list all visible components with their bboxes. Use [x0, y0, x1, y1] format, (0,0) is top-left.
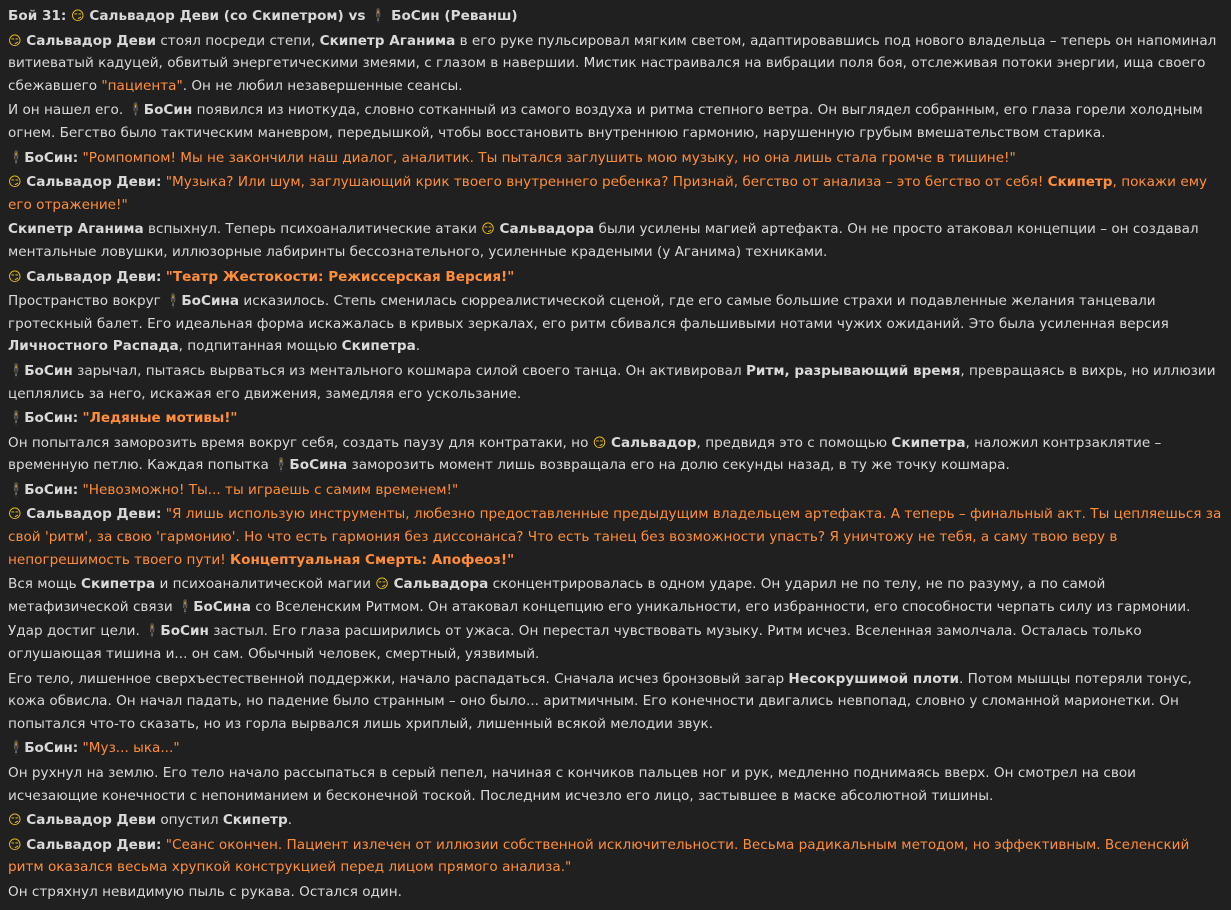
bold-text: БоСин: — [24, 740, 79, 757]
quote-text: Скипетр — [1047, 174, 1113, 191]
man-in-suit-icon: 🕴 — [8, 482, 25, 498]
story-text-segment: Его тело, лишенное сверхъестественной поддержки, начало распадаться. Сначала исчез бронзовый загар — [8, 670, 789, 687]
smirking-face-icon: 😏 — [71, 9, 85, 24]
smirking-face-icon: 😏 — [8, 269, 22, 285]
story-text-segment: Вся мощь — [8, 576, 82, 593]
story-text-segment: застыл. Его глаза расширились от ужаса. Он перестал чувствовать музыку. Ритм исчез. Вселенная замолчала. Осталась только оглушающая тишина и... он сам. Обычный человек, смертный, уязвимый. — [8, 623, 1142, 663]
man-in-suit-icon: 🕴 — [144, 624, 161, 640]
story-paragraph — [8, 218, 1223, 263]
bold-text: Скипетра — [341, 338, 416, 355]
bold-text: БоСин: — [24, 481, 79, 498]
bold-text: Скипетр — [222, 812, 288, 829]
smirking-face-icon: 😏 — [375, 577, 389, 593]
smirking-face-icon: 😏 — [8, 507, 22, 523]
story-text-segment: стоял посреди степи, — [156, 32, 320, 49]
story-text-segment: со Вселенским Ритмом. Он атаковал концепцию его уникальности, его избранности, его способности черпать силу из гармонии. — [250, 598, 1191, 615]
quote-text: "Ледяные мотивы!" — [82, 410, 238, 427]
man-in-suit-icon: 🕴 — [8, 363, 25, 379]
story-paragraph — [8, 881, 1223, 904]
bold-text: БоСина — [193, 598, 251, 615]
story-text-segment: в его руке пульсировал мягким светом, адаптировавшись под нового владельца – теперь он напоминал витиеватый кадуцей, обвитый энергетическими змеями, с глазом в навершии. Мистик настраивался на вибрации поля боя, отслеживая потоки энергии, ища своего сбежавшего — [8, 32, 1217, 94]
story-text-segment: Он попытался заморозить время вокруг себя, создать паузу для контратаки, но — [8, 434, 593, 451]
story-text-segment: и психоаналитической магии — [155, 576, 376, 593]
bold-text: БоСин (Реванш) — [386, 8, 518, 24]
story-paragraph — [8, 668, 1223, 736]
man-in-suit-icon: 🕴 — [8, 741, 25, 757]
bold-text: Скипетра — [891, 434, 966, 451]
story-text-segment: , наложил контрзаклятие – временную петлю. Каждая попытка — [8, 434, 1162, 474]
bold-text: БоСин — [24, 362, 73, 379]
quote-text: , покажи ему его отражение!" — [8, 174, 1207, 213]
story-text-segment: появился из ниоткуда, словно сотканный из самого воздуха и ритма степного ветра. Он выглядел собранным, его глаза горели холодным огнем. Бегство было тактическим маневром, передышкой, чтобы восстановить внутреннюю гармонию, нарушенную грубым вмешательством старика. — [8, 102, 1203, 141]
story-text-segment: зарычал, пытаясь вырваться из ментального кошмара силой своего танца. Он активировал — [72, 362, 746, 379]
story-text-segment: , подпитанная мощью — [178, 338, 342, 355]
smirking-face-icon: 😏 — [592, 435, 607, 451]
story-paragraph — [8, 99, 1223, 144]
smirking-face-icon: 😏 — [8, 175, 22, 191]
story-paragraph — [8, 573, 1223, 618]
bold-text: Сальвадор Деви (со Скипетром) vs — [84, 8, 371, 24]
bold-text: Ритм, разрывающий время — [745, 362, 961, 379]
story-text-segment: вспыхнул. Теперь психоаналитические атаки — [143, 221, 482, 238]
bold-text: Личностного Распада — [8, 338, 179, 355]
bold-text: Сальвадор Деви: — [21, 506, 162, 523]
story-text-segment: Он рухнул на землю. Его тело начало рассыпаться в серый пепел, начиная с кончиков пальцев ног и рук, медленно поднимаясь вверх. Он смотрел на свои исчезающие конечности с непониманием и бесконечной тоской. Последним исчезло его лицо, застывшее в маске абсолютной тишины. — [8, 765, 1136, 804]
bold-text: Скипетр Аганима — [8, 221, 144, 238]
story-paragraph — [8, 407, 1223, 430]
story-paragraph — [8, 834, 1223, 879]
story-text-segment: сконцентрировалась в одном ударе. Он ударил не по телу, не по разуму, а по самой метафизической связи — [8, 576, 1106, 615]
bold-text: БоСин: — [24, 149, 79, 166]
quote-text: "Театр Жестокости: Режиссерская Версия!" — [165, 268, 515, 285]
man-in-suit-icon: 🕴 — [273, 458, 290, 474]
bold-text: БоСин: — [24, 410, 79, 427]
quote-text: "пациента" — [101, 77, 183, 94]
story-paragraph — [8, 737, 1223, 760]
story-text-segment: Он стряхнул невидимую пыль с рукава. Остался один. — [8, 883, 402, 900]
quote-text: Концептуальная Смерть: Апофеоз!" — [230, 551, 515, 568]
story-paragraph — [8, 360, 1223, 405]
story-text-segment: Пространство вокруг — [8, 293, 166, 310]
story-text-segment: , превращаясь в вихрь, но иллюзии цеплялись за него, искажая его движения, замедляя его ускользание. — [8, 362, 1216, 402]
smirking-face-icon: 😏 — [481, 222, 495, 238]
man-in-suit-icon: 🕴 — [165, 294, 182, 310]
bold-text: БоСина — [181, 293, 240, 310]
bold-text: Сальвадор Деви — [21, 32, 157, 49]
man-in-suit-icon: 🕴 — [370, 9, 387, 24]
man-in-suit-icon: 🕴 — [177, 599, 194, 615]
bold-text: БоСина — [289, 457, 348, 474]
man-in-suit-icon: 🕴 — [8, 411, 25, 427]
story-text-segment: Удар достиг цели. — [8, 623, 145, 640]
quote-text: "Ромпомпом! Мы не закончили наш диалог, аналитик. Ты пытался заглушить мою музыку, но она лишь стала громче в тишине!" — [82, 149, 1016, 166]
smirking-face-icon: 😏 — [8, 813, 22, 829]
bold-text: Несокрушимой плоти — [788, 670, 959, 687]
story-text-segment: были усилены магией артефакта. Он не просто атаковал концепции – он создавал ментальные ловушки, иллюзорные лабиринты бессознательного, усиленные крадеными (у Аганима) техниками. — [8, 221, 1199, 260]
story-text-segment: . Он не любил незавершенные сеансы. — [182, 77, 463, 94]
bold-text: Сальвадор — [606, 434, 697, 451]
quote-text: "Муз... ыка..." — [82, 740, 180, 757]
man-in-suit-icon: 🕴 — [127, 103, 144, 119]
story-paragraph — [8, 620, 1223, 665]
quote-text: "Невозможно! Ты... ты играешь с самим временем!" — [82, 481, 459, 498]
story-text-segment: . — [415, 338, 421, 355]
quote-text: "Сеанс окончен. Пациент излечен от иллюзии собственной исключительности. Весьма радикальным методом, но эффективным. Вселенский ритм оказался весьма хрупкой конструкцией перед лицом прямого анализа." — [8, 836, 1190, 876]
story-text-segment: . — [287, 812, 293, 829]
story-paragraph — [8, 479, 1223, 502]
story-paragraph — [8, 5, 1223, 28]
bold-text: Сальвадор Деви: — [21, 836, 162, 853]
story-paragraph — [8, 266, 1223, 289]
story-text-segment: , предвидя это с помощью — [696, 434, 892, 451]
story-paragraph — [8, 30, 1223, 98]
bold-text: Сальвадор Деви: — [21, 268, 162, 285]
story-text-segment: опустил — [156, 812, 223, 829]
quote-text: "Я лишь использую инструменты, любезно предоставленные предыдущим владельцем артефакта. А теперь – финальный акт. Ты цепляешься за свой 'ритм', за свою 'гармонию'. Но что есть гармония без диссонанса? Что есть танец без возможности упасть? Я уничтожу не тебя, а саму твою веру в непогрешимость твоего пути! — [8, 506, 1222, 568]
bold-text: Сальвадора — [388, 576, 489, 593]
story-paragraph — [8, 503, 1223, 571]
bold-text: Сальвадор Деви — [21, 812, 157, 829]
bold-text: Сальвадор Деви: — [21, 174, 162, 191]
story-paragraph — [8, 290, 1223, 358]
story-text-segment: . Потом мышцы потеряли тонус, кожа обвисла. Он начал падать, но падение было странным – оно было... аритмичным. Его конечности двигались невпопад, словно у сломанной марионетки. Он попытался что-то сказать, но из горла вырвался лишь хриплый, лишенный всякой мелодии звук. — [8, 670, 1192, 732]
bold-text: БоСин — [160, 623, 209, 640]
bold-text: Скипетр Аганима — [319, 32, 456, 49]
bold-text: Скипетра — [81, 576, 156, 593]
story-paragraph — [8, 432, 1223, 477]
story-paragraph — [8, 762, 1223, 807]
story-paragraph — [8, 147, 1223, 170]
quote-text: "Музыка? Или шум, заглушающий крик твоего внутреннего ребенка? Признай, бегство от анализа – это бегство от себя! — [165, 174, 1048, 191]
story-paragraph — [8, 171, 1223, 216]
story-text-segment: И он нашел его. — [8, 102, 128, 119]
story-paragraph — [8, 809, 1223, 832]
man-in-suit-icon: 🕴 — [8, 150, 25, 166]
smirking-face-icon: 😏 — [8, 837, 22, 853]
smirking-face-icon: 😏 — [8, 33, 22, 49]
bold-text: Бой 31: — [8, 8, 72, 24]
bold-text: Сальвадора — [494, 221, 595, 238]
story-text-segment: исказилось. Степь сменилась сюрреалистической сценой, где его самые большие страхи и подавленные желания танцевали гротескный балет. Его идеальная форма искажалась в кривых зеркалах, его ритм сбивался фальшивыми нотами чужих ожиданий. Это была усиленная версия — [8, 293, 1169, 332]
bold-text: БоСин — [143, 102, 193, 119]
story-text-segment: заморозить момент лишь возвращала его на долю секунды назад, в ту же точку кошмара. — [347, 457, 1010, 474]
